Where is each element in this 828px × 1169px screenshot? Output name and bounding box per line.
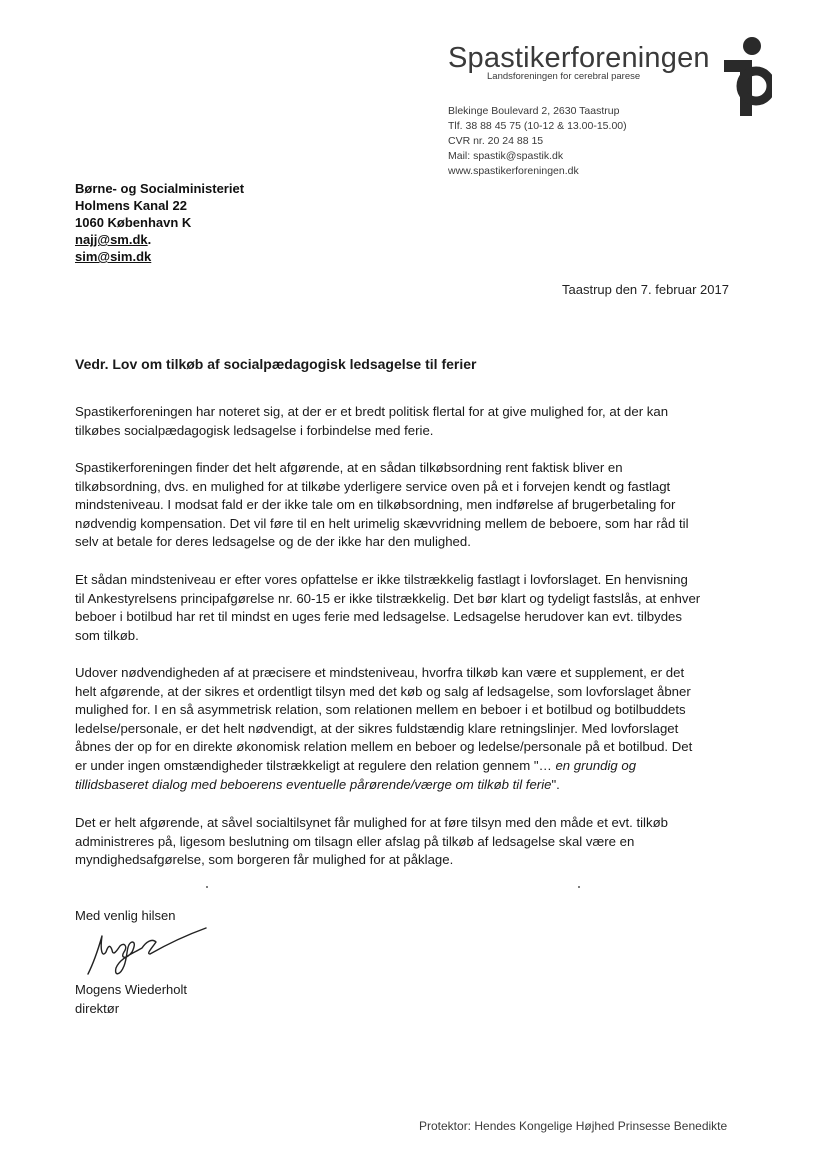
paragraph-line: til Ankestyrelsens principafgørelse nr. 60-15 er ikke tilstrækkelig. Det bør klart og tydeligt fastslås, at enhver bbox=[75, 590, 701, 606]
paragraph-line bbox=[75, 757, 755, 776]
paragraph-line: åbnes der op for en direkte økonomisk relation mellem en beboer og ledelse/personale på et botilbud. Det bbox=[75, 739, 693, 755]
recipient-email-1-row bbox=[75, 231, 151, 249]
paragraph-1 bbox=[75, 403, 755, 440]
org-address: Blekinge Boulevard 2, 2630 Taastrup bbox=[448, 105, 620, 117]
paragraph-line: myndighedsafgørelse, som borgeren får mulighed for at påklage. bbox=[75, 852, 454, 868]
paragraph-line: Udover nødvendigheden af at præcisere et mindsteniveau, hvorfra tilkøb kan være et supplement, er det bbox=[75, 665, 685, 680]
handwritten-signature bbox=[80, 922, 210, 984]
paragraph-line: administreres på, ligesom beslutning om tilsagn eller afslag på tilkøb af ledsagelse skal være en bbox=[75, 833, 635, 849]
recipient-ministry: Børne- og Socialministeriet bbox=[75, 181, 245, 196]
footer-protector: Protektor: Hendes Kongelige Højhed Prinsesse Benedikte bbox=[419, 1119, 728, 1133]
paragraph-line: tilkøbsordning, dvs. en mulighed for at tilkøbe yderligere service oven på et i forvejen kendt og fastlagt bbox=[75, 478, 671, 494]
paragraph-line: Spastikerforeningen finder det helt afgørende, at en sådan tilkøbsordning rent faktisk bliver en bbox=[75, 460, 623, 475]
spastikerforeningen-logo-icon bbox=[722, 36, 772, 118]
paragraph-line: beboer i botilbud har ret til mindst en uges ferie med ledsagelse. Ledsagelse herudover kan evt. tilbydes bbox=[75, 609, 682, 625]
scan-dot bbox=[578, 886, 580, 888]
paragraph-line: helt afgørende, at der sikres et ordentligt tilsyn med det køb og salg af ledsagelse, som lovforslaget åbner bbox=[75, 683, 691, 699]
paragraph-line: tilkøbes socialpædagogisk ledsagelse i forbindelse med ferie. bbox=[75, 422, 434, 438]
paragraph-text: er under ingen omstændigheder tilstrækkeligt at regulere den relation gennem "… bbox=[75, 757, 556, 773]
organization-name: Spastikerforeningen bbox=[448, 42, 710, 74]
paragraph-line: mindsteniveau. I modsat fald er der ikke tale om en tilkøbsordning, men indførelse af brugerbetaling for bbox=[75, 497, 676, 513]
closing-greeting: Med venlig hilsen bbox=[75, 908, 176, 923]
paragraph-2 bbox=[75, 459, 755, 552]
recipient-email-1-link[interactable]: najj@sm.dk bbox=[75, 232, 148, 247]
quoted-italic-text: tillidsbaseret dialog med beboerens eventuelle pårørende/værge om tilkøb til ferie bbox=[75, 776, 552, 792]
org-website[interactable]: www.spastikerforeningen.dk bbox=[448, 165, 579, 177]
recipient-street: Holmens Kanal 22 bbox=[75, 198, 187, 213]
organization-tagline: Landsforeningen for cerebral parese bbox=[487, 71, 641, 82]
paragraph-5 bbox=[75, 814, 755, 870]
paragraph-3 bbox=[75, 571, 755, 645]
org-phone: Tlf. 38 88 45 75 (10-12 & 13.00-15.00) bbox=[448, 120, 627, 132]
signer-name: Mogens Wiederholt bbox=[75, 982, 187, 997]
paragraph-line: mulighed for. I en så asymmetrisk relation, som relationen mellem en beboer i et botilbud og botilbuddets bbox=[75, 702, 686, 718]
paragraph-line: som tilkøb. bbox=[75, 627, 139, 643]
signer-title: direktør bbox=[75, 1001, 120, 1016]
letter-subject: Vedr. Lov om tilkøb af socialpædagogisk ledsagelse til ferier bbox=[75, 356, 477, 372]
paragraph-line: Spastikerforeningen har noteret sig, at der er et bredt politisk flertal for at give mulighed for, at der kan bbox=[75, 404, 669, 419]
paragraph-4 bbox=[75, 664, 755, 794]
letter-date: Taastrup den 7. februar 2017 bbox=[562, 282, 729, 297]
paragraph-line: ledelse/personale, er det helt nødvendigt, at der sikres fuldstændig klare retningslinjer. Med lovforslaget bbox=[75, 720, 679, 736]
paragraph-line: selv at betale for deres ledsagelse og de der ikke har den mulighed. bbox=[75, 534, 471, 550]
quoted-italic-text: en grundig og bbox=[555, 757, 637, 773]
paragraph-line bbox=[75, 776, 755, 795]
paragraph-line: Det er helt afgørende, at såvel socialtilsynet får mulighed for at føre tilsyn med den måde et evt. tilkøb bbox=[75, 815, 668, 830]
recipient-email-2-link[interactable]: sim@sim.dk bbox=[75, 249, 152, 264]
org-cvr: CVR nr. 20 24 88 15 bbox=[448, 135, 544, 147]
scan-dot bbox=[206, 886, 208, 888]
recipient-email-1-suffix: . bbox=[147, 232, 152, 247]
paragraph-line: Et sådan mindsteniveau er efter vores opfattelse er ikke tilstrækkelig fastlagt i lovforslaget. En henvisning bbox=[75, 572, 688, 587]
paragraph-line: nødvendig kompensation. Det vil føre til en helt urimelig skævvridning mellem de beboere, som har råd til bbox=[75, 515, 689, 531]
org-mail[interactable]: Mail: spastik@spastik.dk bbox=[448, 150, 564, 162]
paragraph-text: ". bbox=[551, 776, 560, 792]
recipient-city: 1060 København K bbox=[75, 215, 192, 230]
